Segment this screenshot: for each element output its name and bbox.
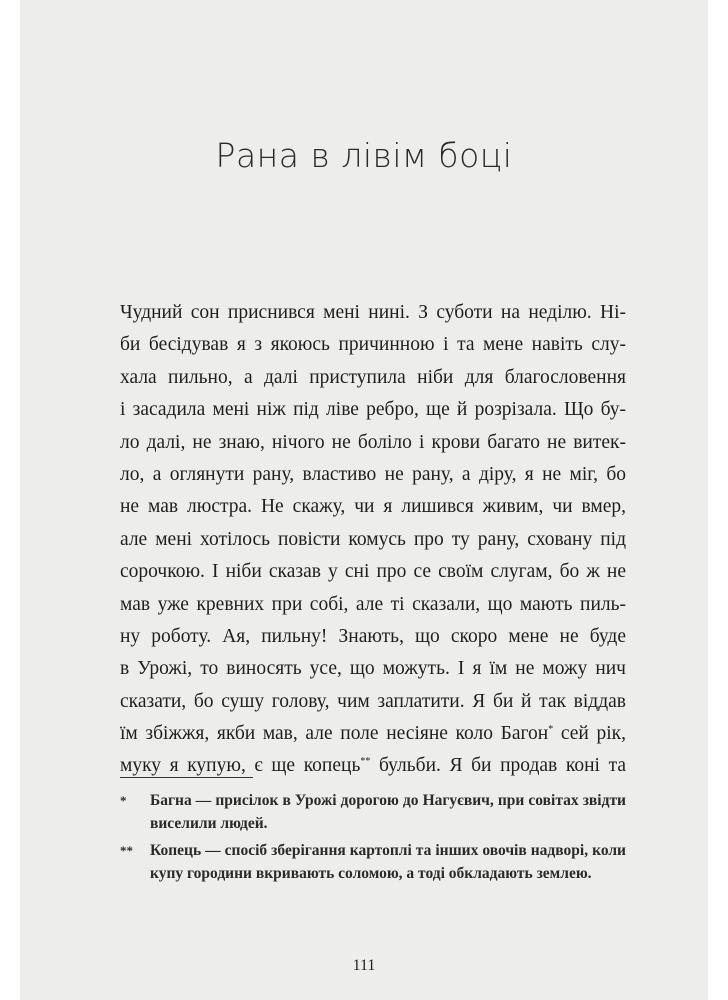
- text-line: в Урожі, то виносять усе, що можуть. І я їм не можу нич: [120, 658, 626, 680]
- footnote-ref[interactable]: *: [548, 724, 554, 736]
- chapter-title: Рана в лівім боці: [215, 136, 513, 175]
- text-segment: муку я купую, є ще копець: [120, 755, 361, 777]
- text-segment: бульби. Я би продав коні та: [370, 755, 626, 777]
- text-line: ло, а оглянути рану, властиво не рану, а діру, я не міг, бо: [120, 463, 626, 485]
- body-text: [120, 297, 626, 783]
- footnote: [120, 840, 626, 885]
- text-line: хала пильно, а далі приступила ніби для благословення: [120, 366, 626, 388]
- text-line: мав уже кревних при собі, але ті сказали, що мають пиль-: [120, 593, 626, 615]
- footnote-ref[interactable]: **: [360, 756, 371, 768]
- footnotes: [120, 790, 626, 890]
- text-segment: їм збіжжя, якби мав, але поле несіяне коло Багон: [120, 723, 549, 745]
- footnote-mark: **: [120, 843, 133, 858]
- text-segment: сей рік,: [553, 723, 626, 745]
- text-line: ну роботу. Ая, пильну! Знають, що скоро мене не буде: [120, 625, 626, 647]
- text-line: ло далі, не знаю, нічого не боліло і крови багато не витек-: [120, 431, 626, 453]
- book-page: [20, 0, 708, 1000]
- text-line: сказати, бо сушу голову, чим заплатити. Я би й так віддав: [120, 690, 626, 712]
- footnote-mark: *: [120, 793, 127, 808]
- text-line: сорочкою. І ніби сказав у сні про се своїм слугам, бо ж не: [120, 561, 626, 583]
- footnote: [120, 790, 626, 835]
- page-number: 111: [352, 957, 376, 974]
- text-line: Чудний сон приснився мені нині. З суботи на неділю. Ні-: [120, 302, 626, 323]
- text-line: би бесідував я з якоюсь причинною і та мене навіть слу-: [120, 334, 626, 356]
- text-line: але мені хотілось повісти комусь про ту рану, сховану під: [120, 528, 626, 550]
- text-line: [120, 750, 626, 782]
- text-line: [120, 718, 626, 750]
- footnote-text: Копець — спосіб зберігання картоплі та інших овочів надворі, коли купу городини вкривають соломою, а тоді обкладають землею.: [150, 842, 626, 882]
- text-line: і засадила мені ніж під ліве ребро, ще й розрізала. Що бу-: [120, 399, 626, 421]
- footnote-divider: [120, 777, 253, 778]
- text-line: не мав люстра. Не скажу, чи я лишився живим, чи вмер,: [120, 496, 626, 518]
- footnote-text: Багна — присілок в Урожі дорогою до Нагуєвич, при совітах звідти виселили людей.: [150, 792, 626, 832]
